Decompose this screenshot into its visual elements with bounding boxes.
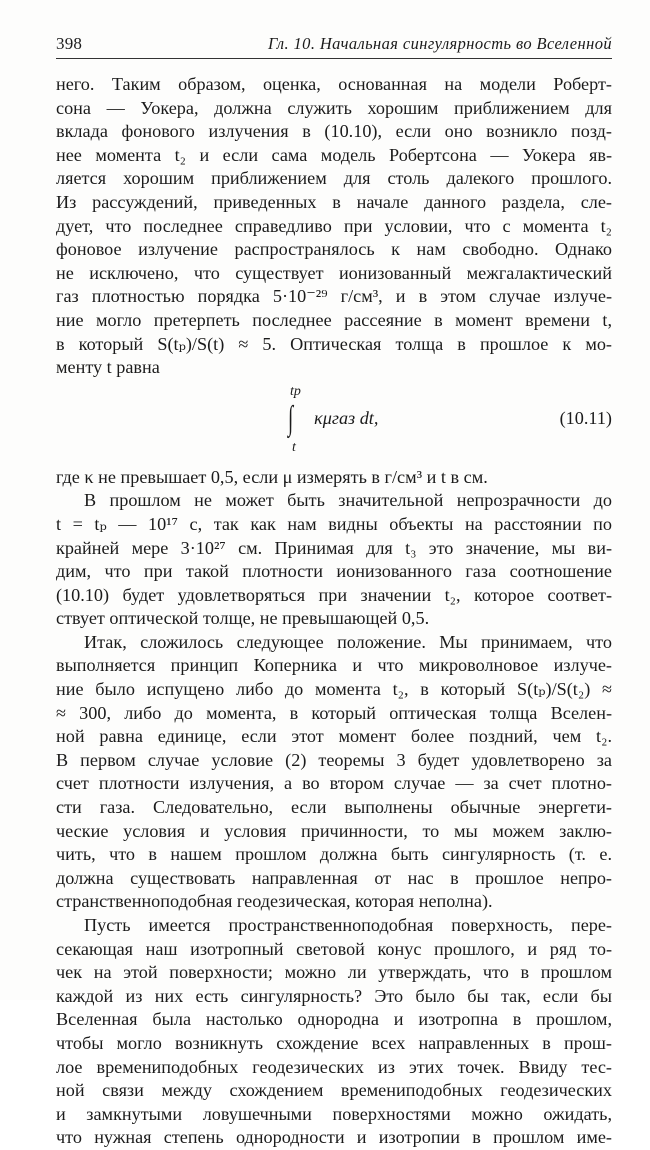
text-line: ляется хорошим приближением для столь далекого прошлого. bbox=[56, 168, 612, 189]
text-line: должна существовать направленная от нас в прошлое непро- bbox=[56, 867, 612, 888]
text-line: каждой из них есть сингулярность? Это было бы так, если бы bbox=[56, 985, 612, 1006]
text-line: газ плотностью порядка 5·10⁻²⁹ г/см³, и в этом случае излуче- bbox=[56, 286, 612, 307]
text-line: сти газа. Следовательно, если выполнены обычные энергети- bbox=[56, 797, 612, 818]
paragraph-3 bbox=[56, 631, 612, 914]
integral-lower-limit: t bbox=[292, 439, 296, 455]
text-line: В прошлом не может быть значительной непрозрачности до bbox=[84, 490, 612, 511]
text-line: счет плотности излучения, а во втором случае — за счет плотно- bbox=[56, 773, 612, 794]
text-line: t = tₚ — 10¹⁷ с, так как нам видны объекты на расстоянии по bbox=[56, 513, 612, 534]
text-line: что нужная степень однородности и изотропии в прошлом име- bbox=[56, 1127, 612, 1148]
running-title: Гл. 10. Начальная сингулярность во Вселенной bbox=[267, 34, 612, 53]
text-line: ческие условия и условия причинности, то мы можем заклю- bbox=[56, 820, 612, 841]
text-line: (10.10) будет удовлетворяться при значении t₂, которое соответ- bbox=[56, 584, 612, 605]
text-line: выполняется принцип Коперника и что микроволновое излуче- bbox=[56, 655, 612, 676]
text-line: ≈ 300, либо до момента, в который оптическая толща Вселен- bbox=[56, 702, 612, 723]
text-line: ствует оптической толще, не превышающей 0,5. bbox=[56, 608, 430, 629]
text-line: в который S(tₚ)/S(t) ≈ 5. Оптическая толща в прошлое к мо- bbox=[56, 333, 612, 354]
text-line: Итак, сложилось следующее положение. Мы принимаем, что bbox=[84, 631, 612, 652]
page-header bbox=[56, 34, 612, 54]
text-line: В первом случае условие (2) теоремы 3 будет удовлетворено за bbox=[56, 749, 612, 770]
equation-number: (10.11) bbox=[559, 407, 612, 428]
paragraph-after-formula bbox=[56, 466, 612, 490]
text-line: сона — Уокера, должна служить хорошим приближением для bbox=[56, 97, 612, 118]
paragraph-4 bbox=[56, 914, 612, 1150]
text-line: ние могло претерпеть последнее рассеяние в момент времени t, bbox=[56, 309, 612, 330]
main-text bbox=[56, 73, 612, 1150]
integral-upper-limit: tp bbox=[290, 383, 301, 399]
text-line: фоновое излучение распространялось к нам свободно. Однако bbox=[56, 239, 612, 260]
text-line: крайней мере 3·10²⁷ см. Принимая для t₃ это значение, мы ви- bbox=[56, 537, 612, 558]
text-line: дует, что последнее справедливо при условии, что с момента t₂ bbox=[56, 215, 612, 236]
equation-10-11 bbox=[56, 384, 612, 462]
integrand: κμгаз dt, bbox=[314, 407, 379, 428]
text-line: Вселенная была настолько однородна и изотропна в прошлом, bbox=[56, 1009, 612, 1030]
text-line: чек на этой поверхности; можно ли утверждать, что в прошлом bbox=[56, 962, 612, 983]
text-line: нее момента t₂ и если сама модель Робертсона — Уокера яв- bbox=[56, 144, 612, 165]
text-line: где κ не превышает 0,5, если μ измерять в г/см³ и t в см. bbox=[56, 466, 488, 487]
text-line: него. Таким образом, оценка, основанная на модели Роберт- bbox=[56, 74, 612, 94]
text-line: лое времениподобных геодезических из этих точек. Ввиду тес- bbox=[56, 1056, 612, 1077]
text-line: не исключено, что существует ионизованный межгалактический bbox=[56, 262, 612, 283]
text-line: дим, что при такой плотности ионизованного газа соотношение bbox=[56, 561, 612, 582]
text-line: странственноподобная геодезическая, которая неполна). bbox=[56, 891, 493, 912]
text-line: ной связи между схождением времениподобных геодезических bbox=[56, 1080, 612, 1101]
paragraph-1 bbox=[56, 73, 612, 380]
text-line: Из рассуждений, приведенных в начале данного раздела, сле- bbox=[56, 191, 612, 212]
text-line: ной равна единице, если этот момент более поздний, чем t₂. bbox=[56, 726, 612, 747]
page-number: 398 bbox=[56, 34, 83, 53]
text-line: секающая наш изотропный световой конус прошлого, и ряд то- bbox=[56, 938, 612, 959]
text-line: и замкнутыми ловушечными поверхностями можно ожидать, bbox=[56, 1103, 612, 1124]
text-line: Пусть имеется пространственноподобная поверхность, пере- bbox=[84, 915, 612, 935]
integral-sign: ∫ bbox=[288, 399, 294, 437]
text-line: вклада фонового излучения в (10.10), если оно возникло позд- bbox=[56, 121, 612, 142]
text-line: чтобы могло возникнуть схождение всех направленных в прош- bbox=[56, 1032, 612, 1053]
text-line: чить, что в нашем прошлом должна быть сингулярность (т. е. bbox=[56, 844, 612, 865]
paragraph-2 bbox=[56, 489, 612, 631]
text-line: ние было испущено либо до момента t₂, в который S(tₚ)/S(t₂) ≈ bbox=[56, 679, 612, 700]
text-line: менту t равна bbox=[56, 357, 160, 378]
header-rule bbox=[56, 58, 612, 59]
